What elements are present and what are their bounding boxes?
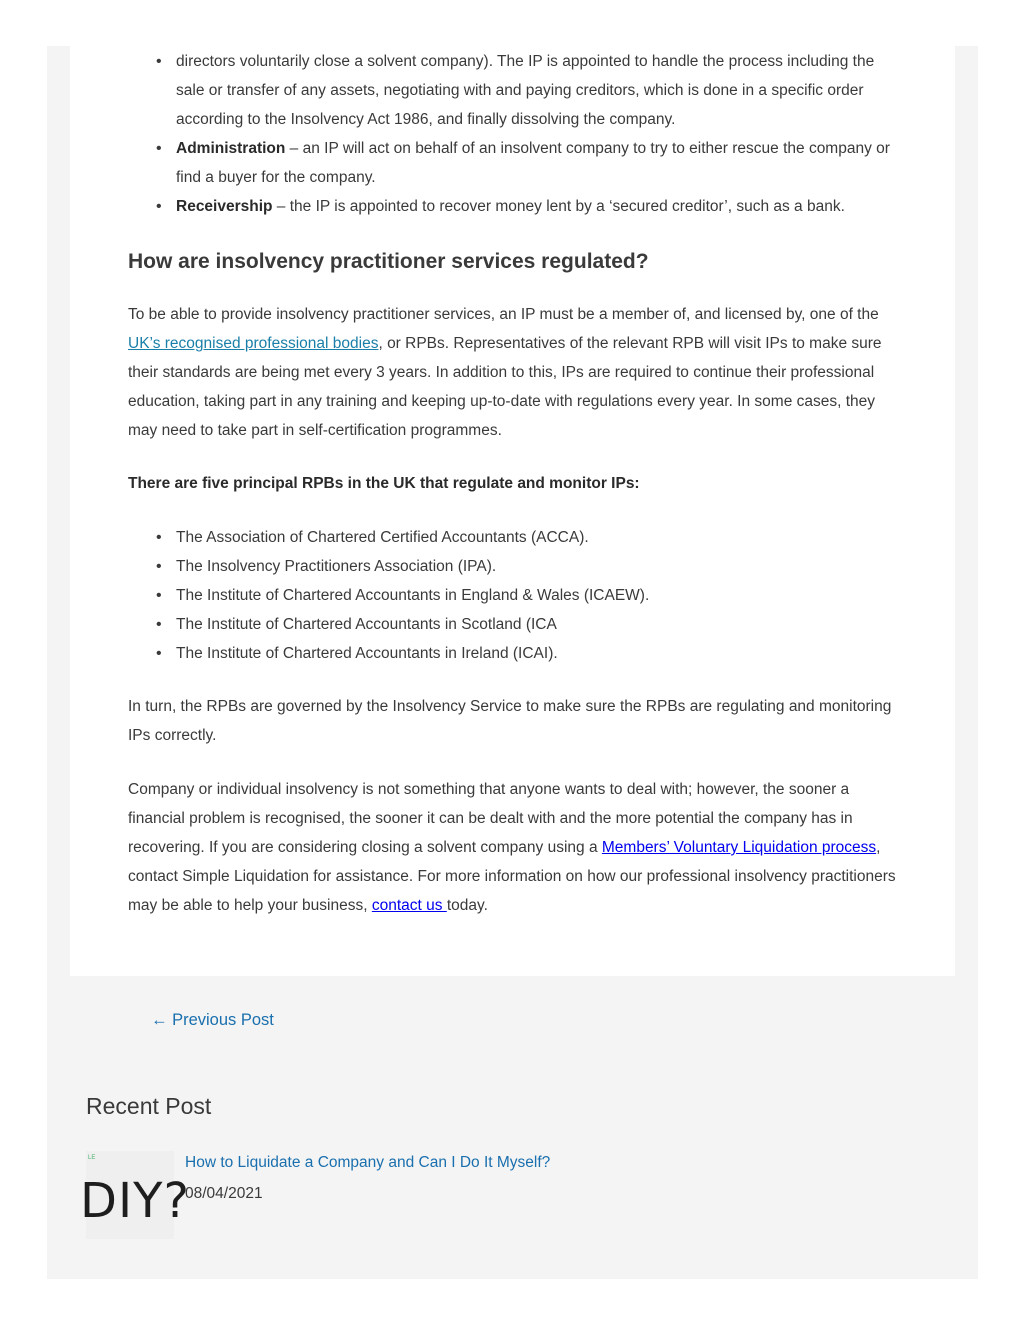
continuation-text: directors voluntarily close a solvent company). The IP is appointed to handle the process including the sale or transfer of any assets, negotiating with and paying creditors, which is done in a specific order according to the Insolvency Act 1986, and finally dissolving the company. — [176, 53, 875, 128]
list-item — [128, 134, 898, 192]
recent-post-title: Recent Post — [86, 1093, 212, 1119]
bullet-continuation — [128, 47, 898, 134]
section-heading: How are insolvency practitioner services regulated? — [128, 250, 649, 273]
post-thumbnail[interactable] — [80, 1151, 190, 1239]
paragraph-text: Company or individual insolvency is not something that anyone wants to deal with; however, the sooner a financial problem is recognised, the sooner it can be dealt with and the more potential the company has in recovering. If you are considering closing a solvent company using a — [128, 781, 853, 856]
paragraph-text: , or RPBs. Representatives of the relevant RPB will visit IPs to make sure their standards are being met every 3 years. In addition to this, IPs are required to continue their professional education, taking part in any training and keeping up-to-date with regulations every year. In some cases, they may need to take part in self-certification programmes. — [128, 335, 882, 439]
thumbnail-text: DIY? — [80, 1173, 190, 1229]
list-item: • The Institute of Chartered Accountants in England & Wales (ICAEW). — [128, 581, 898, 610]
paragraph-governance: In turn, the RPBs are governed by the Insolvency Service to make sure the RPBs are regulating and monitoring IPs correctly. — [128, 698, 892, 744]
article-card — [70, 46, 955, 976]
bullet-text: – an IP will act on behalf of an insolvent company to try to either rescue the company or find a buyer for the company. — [176, 140, 890, 186]
list-item: • The Institute of Chartered Accountants in Scotland (ICA — [128, 610, 898, 639]
article-content — [128, 46, 898, 920]
thumbnail-logo: LE — [88, 1155, 96, 1161]
paragraph-text: To be able to provide insolvency practitioner services, an IP must be a member of, and licensed by, one of the — [128, 306, 879, 323]
recent-post-link[interactable]: How to Liquidate a Company and Can I Do It Myself? — [185, 1154, 551, 1171]
rpb-list — [128, 523, 898, 668]
rpb-intro: There are five principal RPBs in the UK that regulate and monitor IPs: — [128, 475, 640, 492]
mvl-process-link[interactable]: Members’ Voluntary Liquidation process — [601, 839, 877, 856]
intro-bullet-list-2 — [128, 134, 898, 221]
bullet-term: Receivership — [176, 198, 273, 215]
paragraph-text: today. — [446, 897, 488, 914]
list-item: • The Association of Chartered Certified Accountants (ACCA). — [128, 523, 898, 552]
recognised-bodies-link[interactable]: UK’s recognised professional bodies — [128, 335, 379, 352]
list-item — [128, 192, 898, 221]
paragraph-conclusion — [128, 775, 898, 920]
recent-post-date: 08/04/2021 — [185, 1185, 263, 1202]
bullet-text: – the IP is appointed to recover money lent by a ‘secured creditor’, such as a bank. — [272, 198, 845, 215]
list-item: • The Insolvency Practitioners Association (IPA). — [128, 552, 898, 581]
list-item: • The Institute of Chartered Accountants in Ireland (ICAI). — [128, 639, 898, 668]
paragraph-regulation — [128, 300, 898, 445]
paragraph-text: , contact Simple Liquidation for assistance. For more information on how our professional insolvency practitioners may be able to help your business, — [128, 839, 896, 914]
previous-post-link[interactable]: ← Previous Post — [151, 1011, 274, 1029]
bullet-term: Administration — [176, 140, 286, 157]
contact-us-link[interactable]: contact us — [371, 897, 447, 914]
intro-bullet-list — [128, 47, 898, 134]
